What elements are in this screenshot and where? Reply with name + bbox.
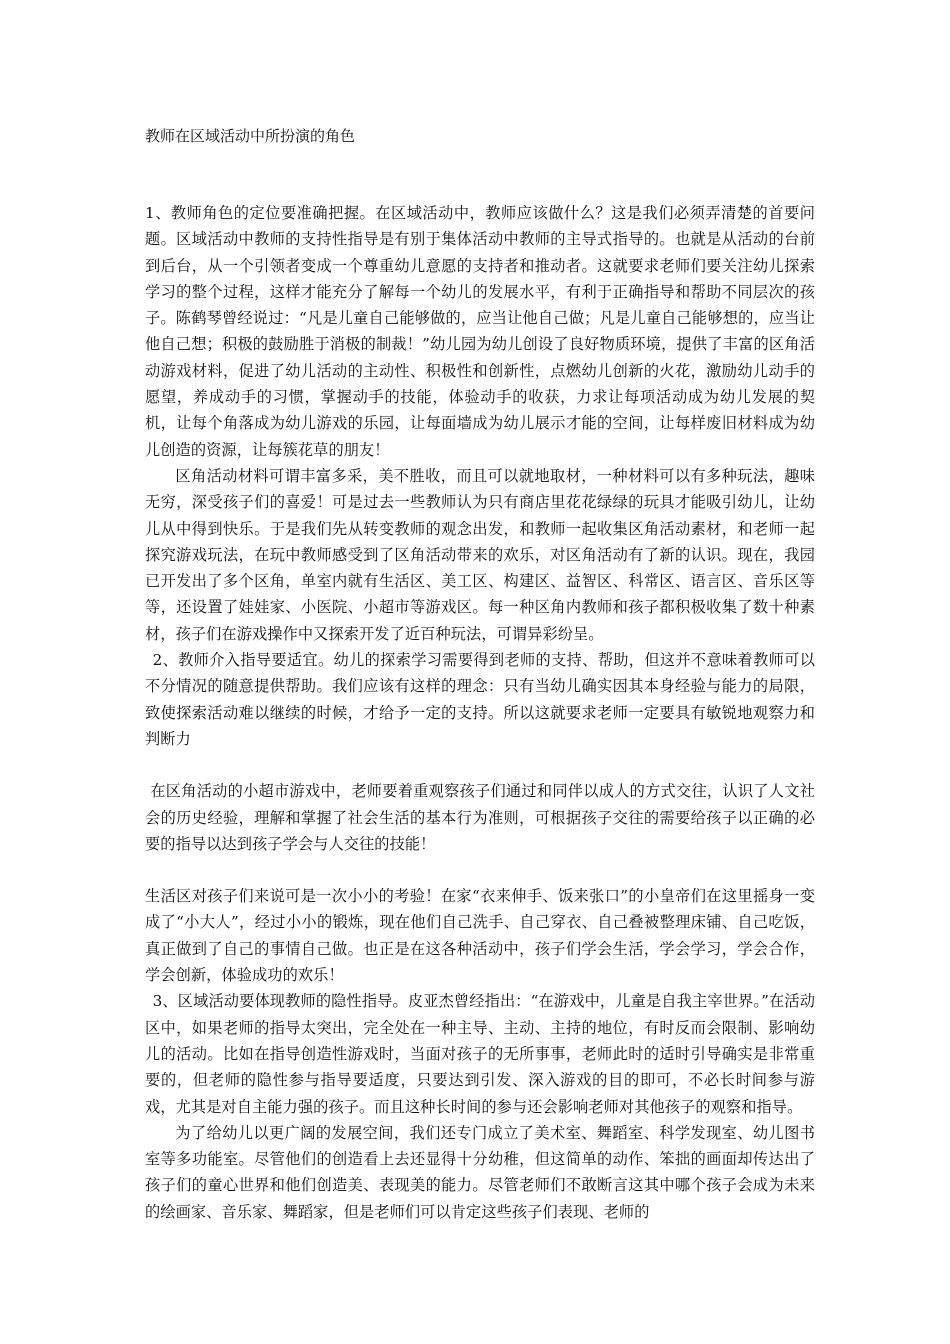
paragraph-spacer — [145, 752, 815, 778]
paragraph-teacher-intervention: 2、教师介入指导要适宜。幼儿的探索学习需要得到老师的支持、帮助，但这并不意味着教师可以不分情况的随意提供帮助。我们应该有这样的理念：只有当幼儿确实因其本身经验与能力的局限，致使探索活动难以继续的时候，才给予一定的支持。所以这就要求老师一定要具有敏锐地观察力和判断力 — [145, 651, 815, 748]
paragraph-corner-materials: 区角活动材料可谓丰富多采，美不胜收，而且可以就地取材，一种材料可以有多种玩法，趣味无穷，深受孩子们的喜爱！可是过去一些教师认为只有商店里花花绿绿的玩具才能吸引幼儿，让幼儿从中得到快乐。于是我们先从转变教师的观念出发，和教师一起收集区角活动素材，和老师一起探究游戏玩法，在玩中教师感受到了区角活动带来的欢乐，对区角活动有了新的认识。现在，我园已开发出了多个区角，单室内就有生活区、美工区、构建区、益智区、科常区、语言区、音乐区等等，还设置了娃娃家、小医院、小超市等游戏区。每一种区角内教师和孩子都积极收集了数十种素材，孩子们在游戏操作中又探索开发了近百种玩法，可谓异彩纷呈。 — [145, 466, 815, 643]
document-body — [145, 200, 815, 1225]
paragraph-spacer — [145, 857, 815, 883]
document-title: 教师在区域活动中所扮演的角色 — [145, 127, 356, 145]
paragraph-supermarket-game: 在区角活动的小超市游戏中，老师要着重观察孩子们通过和同伴以成人的方式交往，认识了人文社会的历史经验，理解和掌握了社会生活的基本行为准则，可根据孩子交往的需要给孩子以正确的必要的指导以达到孩子学会与人交往的技能！ — [145, 782, 815, 853]
paragraph-teacher-role-positioning: 1、教师角色的定位要准确把握。在区域活动中，教师应该做什么？这是我们必须弄清楚的首要问题。区域活动中教师的支持性指导是有别于集体活动中教师的主导式指导的。也就是从活动的台前到后台，从一个引领者变成一个尊重幼儿意愿的支持者和推动者。这就要求老师们要关注幼儿探索学习的整个过程，这样才能充分了解每一个幼儿的发展水平，有利于正确指导和帮助不同层次的孩子。陈鹤琴曾经说过：“凡是儿童自己能够做的，应当让他自己做；凡是儿童自己能够想的，应当让他自己想；积极的鼓励胜于消极的制裁！”幼儿园为幼儿创设了良好物质环境，提供了丰富的区角活动游戏材料，促进了幼儿活动的主动性、积极性和创新性，点燃幼儿创新的火花，激励幼儿动手的愿望，养成动手的习惯，掌握动手的技能，体验动手的收获，力求让每项活动成为幼儿发展的契机，让每个角落成为幼儿游戏的乐园，让每面墙成为幼儿展示才能的空间，让每样废旧材料成为幼儿创造的资源，让每簇花草的朋友！ — [145, 204, 815, 459]
paragraph-function-rooms: 为了给幼儿以更广阔的发展空间，我们还专门成立了美术室、舞蹈室、科学发现室、幼儿图书室等多功能室。尽管他们的创造看上去还显得十分幼稚，但这简单的动作、笨拙的画面却传达出了孩子们的童心世界和他们创造美、表现美的能力。尽管老师们不敢断言这其中哪个孩子会成为未来的绘画家、音乐家、舞蹈家，但是老师们可以肯定这些孩子们表现、老师的 — [145, 1123, 815, 1221]
paragraph-life-area: 生活区对孩子们来说可是一次小小的考验！在家“衣来伸手、饭来张口”的小皇帝们在这里摇身一变成了“小大人”，经过小小的锻炼，现在他们自己洗手、自己穿衣、自己叠被整理床铺、自己吃饭，真正做到了自己的事情自己做。也正是在这各种活动中，孩子们学会生活，学会学习，学会合作，学会创新，体验成功的欢乐！ — [145, 887, 815, 985]
paragraph-implicit-guidance: 3、区域活动要体现教师的隐性指导。皮亚杰曾经指出：“在游戏中，儿童是自我主宰世界。”在活动区中，如果老师的指导太突出，完全处在一种主导、主动、主持的地位，有时反而会限制、影响幼儿的活动。比如在指导创造性游戏时，当面对孩子的无所事事，老师此时的适时引导确实是非常重要的，但老师的隐性参与指导要适度，只要达到引发、深入游戏的目的即可，不必长时间参与游戏，尤其是对自主能力强的孩子。而且这种长时间的参与还会影响老师对其他孩子的观察和指导。 — [145, 992, 815, 1116]
